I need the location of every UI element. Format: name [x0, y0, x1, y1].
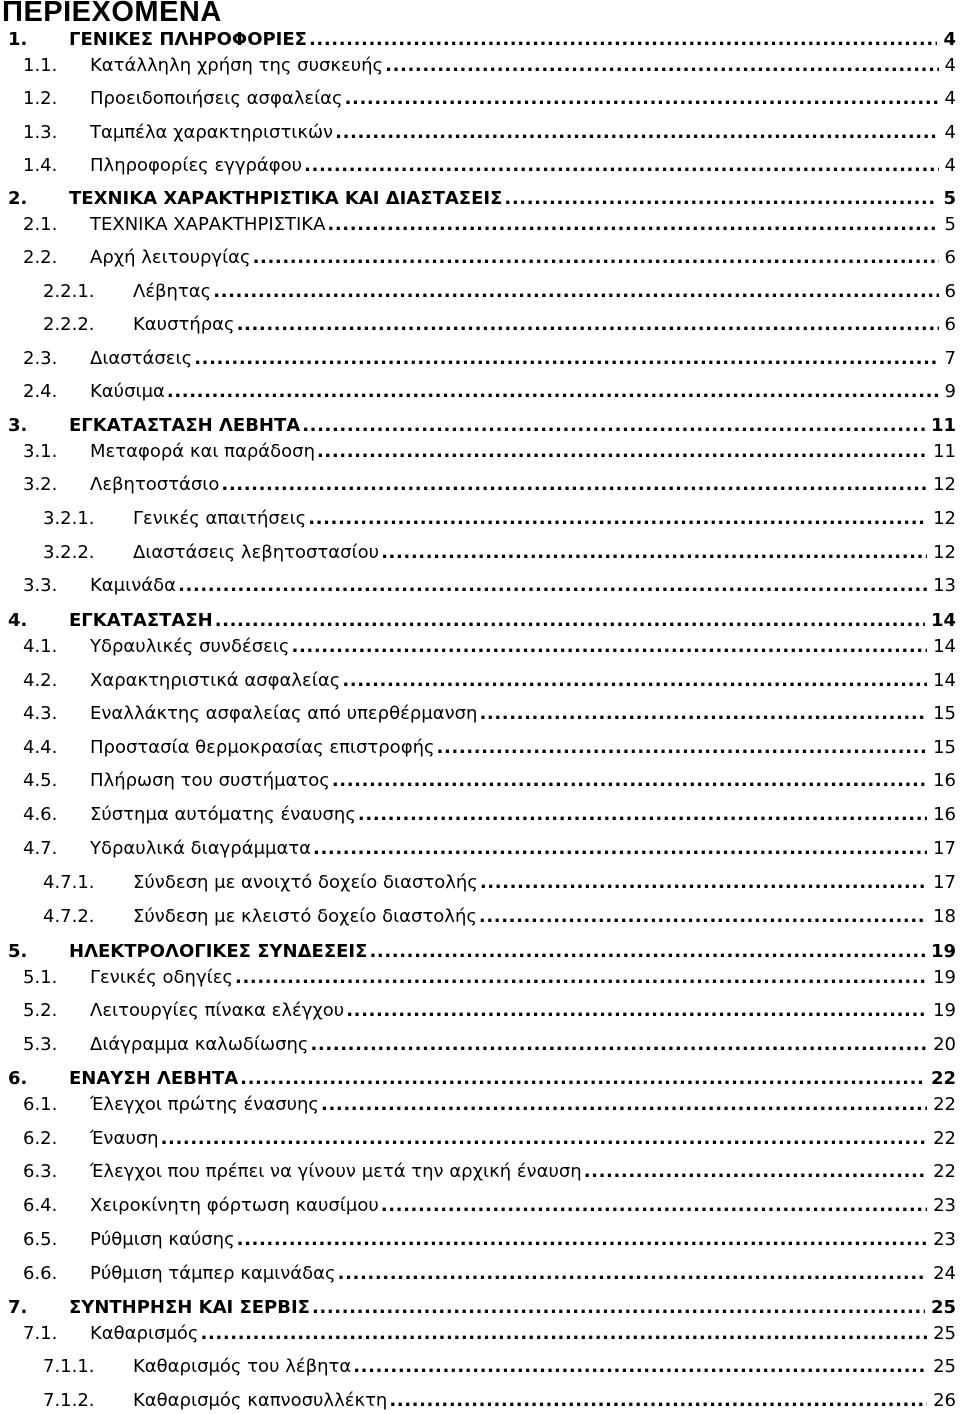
toc-dot-leader: [313, 836, 927, 862]
toc-dot-leader: [335, 120, 938, 146]
toc-entry[interactable]: [0, 1092, 958, 1118]
toc-entry[interactable]: [0, 1126, 958, 1152]
toc-entry-page-number: 22: [930, 1068, 956, 1089]
toc-entry[interactable]: [0, 768, 958, 794]
toc-entry[interactable]: [0, 870, 958, 896]
toc-entry[interactable]: [0, 701, 958, 727]
toc-entry[interactable]: [0, 120, 958, 146]
toc-dot-leader: [235, 965, 927, 991]
toc-entry[interactable]: [0, 802, 958, 828]
toc-entry-number: 2.2.: [23, 247, 58, 268]
toc-entry-number: 4.: [8, 610, 28, 631]
toc-entry-number: 4.7.2.: [43, 906, 95, 927]
toc-entry-number: 2.2.2.: [43, 314, 95, 335]
toc-entry[interactable]: [0, 439, 958, 465]
toc-dot-leader: [317, 439, 927, 465]
toc-dot-leader: [304, 153, 938, 179]
toc-entry-page-number: 16: [933, 804, 956, 825]
toc-dot-leader: [389, 1388, 927, 1414]
toc-entry-title: Σύνδεση με ανοιχτό δοχείο διαστολής: [133, 872, 478, 893]
toc-entry-page-number: 25: [930, 1297, 956, 1318]
toc-entry-title: ΓΕΝΙΚΕΣ ΠΛΗΡΟΦΟΡΙΕΣ: [69, 29, 307, 50]
toc-dot-leader: [327, 212, 938, 238]
toc-entry-title: Έλεγχοι που πρέπει να γίνουν μετά την αρχική έναυση: [90, 1161, 582, 1182]
toc-entry-page-number: 25: [933, 1323, 956, 1344]
toc-entry[interactable]: [0, 1261, 958, 1287]
toc-entry-page-number: 6: [944, 247, 956, 268]
toc-entry-page-number: 14: [933, 636, 956, 657]
toc-dot-leader: [479, 701, 927, 727]
toc-dot-leader: [369, 939, 925, 965]
toc-entry-number: 7.1.: [23, 1323, 58, 1344]
toc-entry-page-number: 14: [933, 670, 956, 691]
toc-entry[interactable]: [0, 186, 958, 212]
toc-entry-title: ΣΥΝΤΗΡΗΣΗ ΚΑΙ ΣΕΡΒΙΣ: [69, 1297, 310, 1318]
toc-entry-title: Προστασία θερμοκρασίας επιστροφής: [90, 737, 435, 758]
toc-dot-leader: [321, 1092, 927, 1118]
toc-dot-leader: [385, 53, 938, 79]
toc-entry-page-number: 14: [930, 610, 956, 631]
toc-entry-page-number: 16: [933, 770, 956, 791]
toc-entry-page-number: 15: [933, 737, 956, 758]
toc-dot-leader: [504, 186, 937, 212]
toc-entry-number: 4.4.: [23, 737, 58, 758]
toc-entry-number: 6.1.: [23, 1094, 58, 1115]
toc-entry-page-number: 6: [944, 314, 956, 335]
toc-entry-title: Διάγραμμα καλωδίωσης: [90, 1034, 309, 1055]
toc-entry[interactable]: [0, 346, 958, 372]
toc-entry-number: 6.4.: [23, 1195, 58, 1216]
toc-entry-title: Γενικές απαιτήσεις: [133, 508, 307, 529]
toc-entry-page-number: 24: [933, 1263, 956, 1284]
toc-entry-title: Καυστήρας: [133, 314, 235, 335]
toc-entry-title: Ρύθμιση καύσης: [90, 1229, 235, 1250]
toc-entry-number: 4.2.: [23, 670, 58, 691]
toc-entry-page-number: 5: [943, 188, 956, 209]
toc-entry[interactable]: [0, 379, 958, 405]
toc-entry-title: Υδραυλικά διαγράμματα: [90, 838, 312, 859]
toc-entry-page-number: 7: [944, 348, 956, 369]
toc-entry-number: 5.3.: [23, 1034, 58, 1055]
toc-entry[interactable]: [0, 86, 958, 112]
toc-dot-leader: [292, 634, 928, 660]
toc-entry-number: 4.5.: [23, 770, 58, 791]
toc-entry[interactable]: [0, 1354, 958, 1380]
toc-entry-title: ΗΛΕΚΤΡΟΛΟΓΙΚΕΣ ΣΥΝΔΕΣΕΙΣ: [69, 941, 368, 962]
page-title: ΠΕΡΙΕΧΟΜΕΝΑ: [2, 0, 222, 28]
toc-entry-page-number: 12: [933, 508, 956, 529]
toc-dot-leader: [201, 1321, 928, 1347]
toc-entry[interactable]: [0, 573, 958, 599]
toc-entry[interactable]: [0, 245, 958, 271]
toc-dot-leader: [310, 1032, 927, 1058]
toc-dot-leader: [381, 540, 927, 566]
toc-dot-leader: [161, 1126, 928, 1152]
toc-entry-number: 3.1.: [23, 441, 58, 462]
toc-entry[interactable]: [0, 53, 958, 79]
toc-entry[interactable]: [0, 965, 958, 991]
toc-entry-number: 7.1.1.: [43, 1356, 95, 1377]
toc-entry[interactable]: [0, 904, 958, 930]
toc-entry-page-number: 26: [933, 1390, 956, 1411]
toc-dot-leader: [194, 346, 938, 372]
toc-entry-number: 5.: [8, 941, 28, 962]
toc-entry[interactable]: [0, 1227, 958, 1253]
toc-entry-page-number: 4: [944, 88, 956, 109]
toc-entry-page-number: 12: [933, 542, 956, 563]
toc-dot-leader: [338, 1261, 927, 1287]
toc-entry-page-number: 4: [944, 55, 956, 76]
toc-entry-page-number: 18: [933, 906, 956, 927]
toc-entry-number: 3.3.: [23, 575, 58, 596]
toc-entry[interactable]: [0, 608, 958, 634]
toc-entry-title: Σύστημα αυτόματης έναυσης: [90, 804, 356, 825]
toc-entry-number: 6.: [8, 1068, 28, 1089]
toc-entry-number: 3.2.2.: [43, 542, 95, 563]
toc-entry-page-number: 22: [933, 1094, 956, 1115]
toc-entry[interactable]: [0, 1159, 958, 1185]
toc-entry-number: 6.5.: [23, 1229, 58, 1250]
toc-entry-title: Λέβητας: [133, 281, 212, 302]
toc-entry-title: Εναλλάκτης ασφαλείας από υπερθέρμανση: [90, 703, 478, 724]
toc-entry-number: 6.3.: [23, 1161, 58, 1182]
toc-entry-number: 5.1.: [23, 967, 58, 988]
toc-dot-leader: [353, 1354, 927, 1380]
toc-entry[interactable]: [0, 212, 958, 238]
toc-entry-title: Ρύθμιση τάμπερ καμινάδας: [90, 1263, 336, 1284]
toc-entry-title: Προειδοποιήσεις ασφαλείας: [90, 88, 343, 109]
toc-entry-page-number: 9: [944, 381, 956, 402]
toc-dot-leader: [358, 802, 927, 828]
toc-dot-leader: [167, 379, 939, 405]
toc-entry-number: 5.2.: [23, 1000, 58, 1021]
toc-entry-number: 4.3.: [23, 703, 58, 724]
toc-entry-title: Έλεγχοι πρώτης ένασυης: [90, 1094, 319, 1115]
toc-entry-number: 1.: [8, 29, 28, 50]
toc-entry[interactable]: [0, 735, 958, 761]
toc-entry-title: ΕΓΚΑΤΑΣΤΑΣΗ ΛΕΒΗΤΑ: [69, 415, 301, 436]
toc-dot-leader: [312, 1295, 925, 1321]
toc-dot-leader: [479, 904, 927, 930]
toc-entry-title: Καθαρισμός του λέβητα: [133, 1356, 352, 1377]
toc-entry-title: Χειροκίνητη φόρτωση καυσίμου: [90, 1195, 379, 1216]
toc-entry-title: ΕΝΑΥΣΗ ΛΕΒΗΤΑ: [69, 1068, 239, 1089]
toc-entry-number: 6.2.: [23, 1128, 58, 1149]
toc-entry-title: Διαστάσεις: [90, 348, 193, 369]
toc-entry[interactable]: [0, 540, 958, 566]
toc-dot-leader: [215, 608, 925, 634]
toc-entry-title: Αρχή λειτουργίας: [90, 247, 251, 268]
toc-entry-title: Καύσιμα: [90, 381, 165, 402]
toc-entry[interactable]: [0, 506, 958, 532]
toc-dot-leader: [309, 27, 937, 53]
toc-entry-number: 4.6.: [23, 804, 58, 825]
toc-entry-title: Πλήρωση του συστήματος: [90, 770, 330, 791]
toc-entry-number: 4.7.1.: [43, 872, 95, 893]
toc-entry-page-number: 17: [933, 838, 956, 859]
toc-entry-page-number: 4: [943, 29, 956, 50]
toc-dot-leader: [308, 506, 927, 532]
toc-entry-title: Ταμπέλα χαρακτηριστικών: [90, 122, 334, 143]
toc-entry-title: Έναυση: [90, 1128, 159, 1149]
toc-entry[interactable]: [0, 836, 958, 862]
toc-entry-number: 2.3.: [23, 348, 58, 369]
toc-entry-title: Καθαρισμός: [90, 1323, 199, 1344]
toc-dot-leader: [237, 1227, 927, 1253]
toc-entry-page-number: 6: [944, 281, 956, 302]
toc-entry[interactable]: [0, 939, 958, 965]
toc-dot-leader: [253, 245, 939, 271]
toc-entry-page-number: 19: [930, 941, 956, 962]
toc-entry-title: Καμινάδα: [90, 575, 177, 596]
toc-dot-leader: [237, 312, 939, 338]
toc-entry[interactable]: [0, 1032, 958, 1058]
toc-dot-leader: [178, 573, 927, 599]
toc-dot-leader: [480, 870, 927, 896]
toc-entry-number: 3.2.1.: [43, 508, 95, 529]
toc-entry[interactable]: [0, 27, 958, 53]
toc-entry[interactable]: [0, 1066, 958, 1092]
toc-entry[interactable]: [0, 279, 958, 305]
toc-entry-title: Διαστάσεις λεβητοστασίου: [133, 542, 380, 563]
toc-entry-title: Λεβητοστάσιο: [90, 474, 220, 495]
toc-entry-page-number: 11: [930, 415, 956, 436]
toc-entry-number: 1.3.: [23, 122, 58, 143]
toc-entry-page-number: 23: [933, 1195, 956, 1216]
toc-entry-page-number: 11: [933, 441, 956, 462]
toc-entry-number: 7.1.2.: [43, 1390, 95, 1411]
toc-entry-number: 4.1.: [23, 636, 58, 657]
toc-entry-title: Καθαρισμός καπνοσυλλέκτη: [133, 1390, 388, 1411]
toc-entry-page-number: 5: [944, 214, 956, 235]
toc-dot-leader: [584, 1159, 927, 1185]
toc-entry-number: 2.: [8, 188, 28, 209]
toc-dot-leader: [240, 1066, 925, 1092]
toc-entry-page-number: 19: [933, 1000, 956, 1021]
toc-entry[interactable]: [0, 668, 958, 694]
toc-entry-number: 2.1.: [23, 214, 58, 235]
toc-entry-page-number: 4: [944, 122, 956, 143]
toc-entry-number: 6.6.: [23, 1263, 58, 1284]
toc-dot-leader: [302, 413, 925, 439]
toc-entry-number: 3.2.: [23, 474, 58, 495]
toc-entry-number: 1.2.: [23, 88, 58, 109]
toc-entry-number: 1.4.: [23, 155, 58, 176]
toc-entry-title: ΤΕΧΝΙΚΑ ΧΑΡΑΚΤΗΡΙΣΤΙΚΑ: [90, 214, 326, 235]
toc-dot-leader: [345, 86, 939, 112]
toc-entry[interactable]: [0, 1295, 958, 1321]
toc-entry[interactable]: [0, 998, 958, 1024]
toc-dot-leader: [221, 472, 927, 498]
toc-dot-leader: [213, 279, 938, 305]
toc-entry-number: 2.4.: [23, 381, 58, 402]
toc-dot-leader: [381, 1193, 927, 1219]
toc-dot-leader: [332, 768, 927, 794]
toc-entry-page-number: 17: [933, 872, 956, 893]
toc-entry-page-number: 19: [933, 967, 956, 988]
toc-entry-title: Χαρακτηριστικά ασφαλείας: [90, 670, 341, 691]
toc-entry-page-number: 4: [944, 155, 956, 176]
toc-entry-title: ΕΓΚΑΤΑΣΤΑΣΗ: [69, 610, 213, 631]
toc-dot-leader: [346, 998, 927, 1024]
toc-entry-page-number: 25: [933, 1356, 956, 1377]
toc-entry-page-number: 20: [933, 1034, 956, 1055]
toc-entry-page-number: 12: [933, 474, 956, 495]
toc-dot-leader: [437, 735, 928, 761]
toc-entry-page-number: 22: [933, 1128, 956, 1149]
toc-entry-title: Σύνδεση με κλειστό δοχείο διαστολής: [133, 906, 477, 927]
toc-entry-number: 4.7.: [23, 838, 58, 859]
toc-entry-number: 7.: [8, 1297, 28, 1318]
toc-entry[interactable]: [0, 1321, 958, 1347]
toc-entry[interactable]: [0, 413, 958, 439]
toc-entry-title: Υδραυλικές συνδέσεις: [90, 636, 290, 657]
toc-entry-page-number: 23: [933, 1229, 956, 1250]
toc-entry[interactable]: [0, 1388, 958, 1414]
toc-entry-number: 2.2.1.: [43, 281, 95, 302]
toc-entry-title: Πληροφορίες εγγράφου: [90, 155, 303, 176]
toc-entry-title: Λειτουργίες πίνακα ελέγχου: [90, 1000, 345, 1021]
toc-entry[interactable]: [0, 472, 958, 498]
toc-entry-page-number: 15: [933, 703, 956, 724]
toc-entry-title: Γενικές οδηγίες: [90, 967, 233, 988]
toc-dot-leader: [342, 668, 927, 694]
toc-entry-page-number: 13: [933, 575, 956, 596]
toc-entry-page-number: 22: [933, 1161, 956, 1182]
toc-entry-title: Κατάλληλη χρήση της συσκευής: [90, 55, 384, 76]
toc-entry-title: Μεταφορά και παράδοση: [90, 441, 315, 462]
toc-entry-number: 1.1.: [23, 55, 58, 76]
toc-entry-number: 3.: [8, 415, 28, 436]
toc-entry[interactable]: [0, 634, 958, 660]
toc-entry[interactable]: [0, 1193, 958, 1219]
toc-entry-title: ΤΕΧΝΙΚΑ ΧΑΡΑΚΤΗΡΙΣΤΙΚΑ ΚΑΙ ΔΙΑΣΤΑΣΕΙΣ: [69, 188, 503, 209]
toc-entry[interactable]: [0, 153, 958, 179]
toc-entry[interactable]: [0, 312, 958, 338]
